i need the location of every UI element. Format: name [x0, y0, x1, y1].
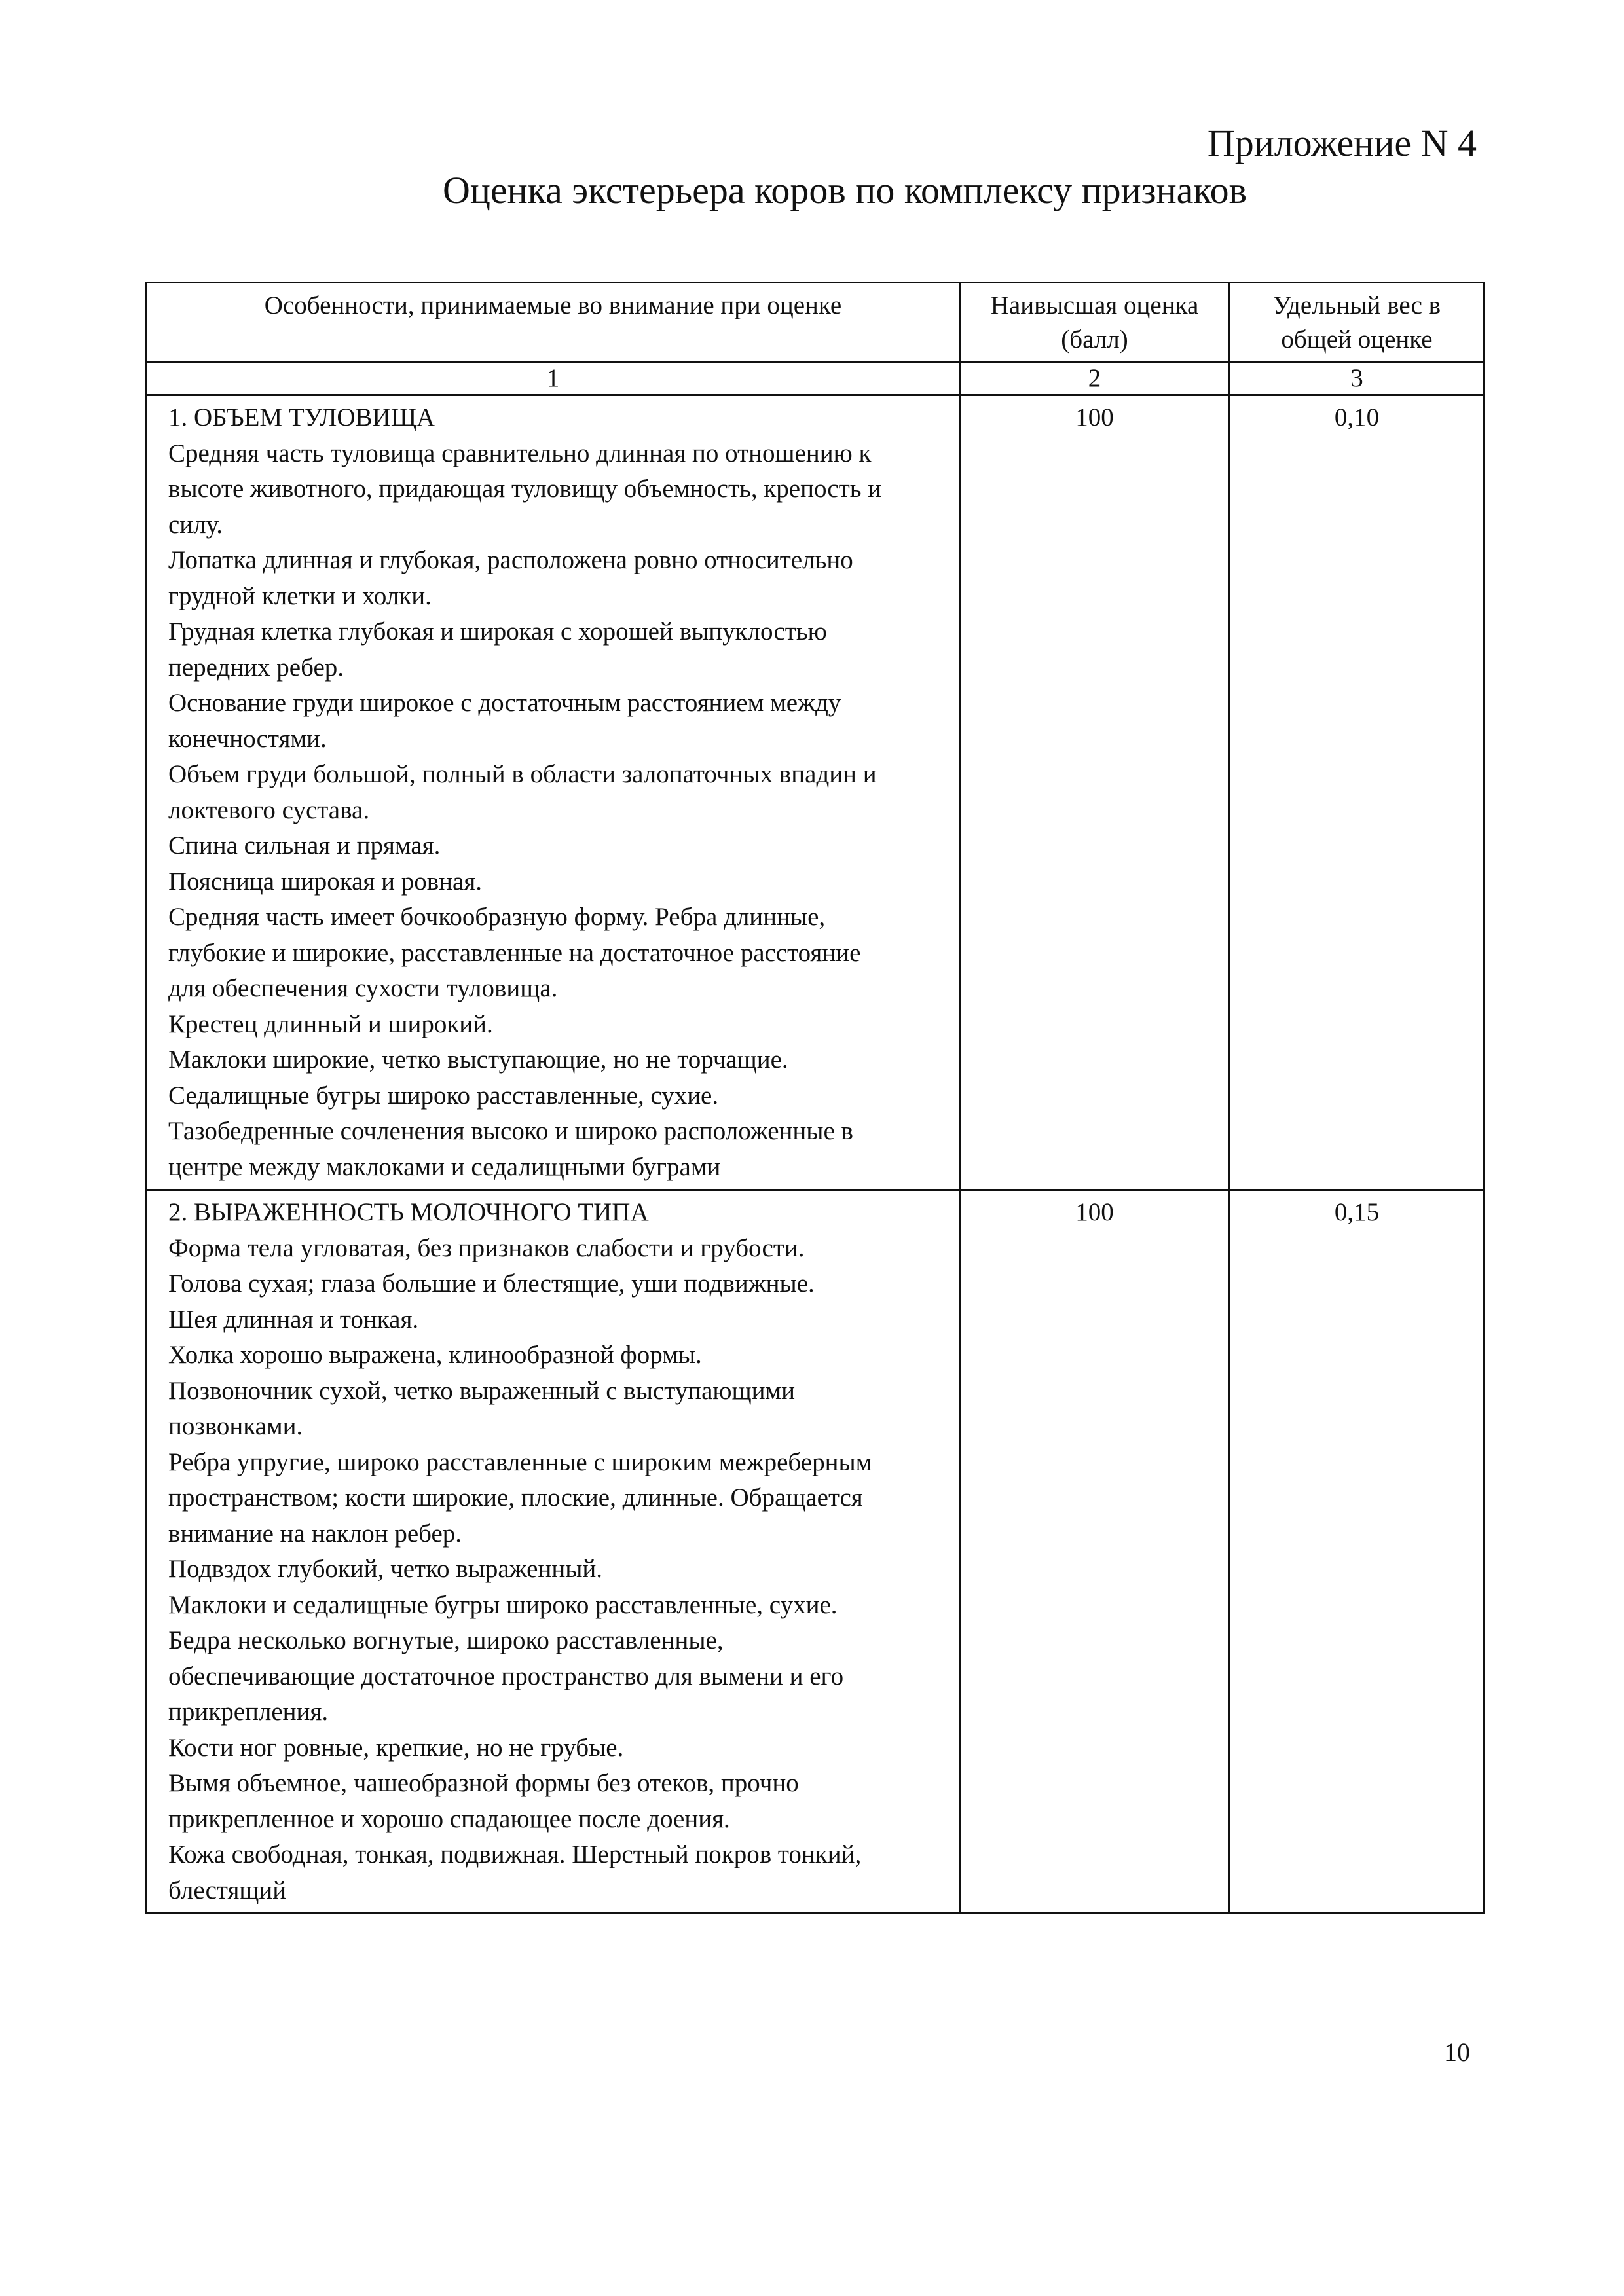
feature-line: Вымя объемное, чашеобразной формы без отеков, прочно: [168, 1769, 799, 1797]
feature-line: Спина сильная и прямая.: [168, 831, 441, 860]
feature-line: Тазобедренные сочленения высоко и широко расположенные в: [168, 1117, 853, 1145]
feature-line: Объем груди большой, полный в области залопаточных впадин и: [168, 760, 877, 788]
section-row: [147, 1190, 1485, 1914]
feature-line: конечностями.: [168, 724, 327, 753]
feature-line: Голова сухая; глаза большие и блестящие, уши подвижные.: [168, 1269, 815, 1298]
feature-line: для обеспечения сухости туловища.: [168, 974, 558, 1002]
feature-line: Бедра несколько вогнутые, широко расставленные,: [168, 1626, 724, 1654]
feature-line: обеспечивающие достаточное пространство для вымени и его: [168, 1662, 844, 1690]
feature-line: Маклоки и седалищные бугры широко расставленные, сухие.: [168, 1590, 838, 1619]
feature-line: локтевого сустава.: [168, 795, 370, 824]
feature-line: Форма тела угловатая, без признаков слабости и грубости.: [168, 1233, 805, 1262]
header-weight: Удельный вес в общей оценке: [1230, 283, 1485, 362]
feature-line: Кожа свободная, тонкая, подвижная. Шерстный покров тонкий,: [168, 1840, 862, 1868]
feature-line: блестящий: [168, 1876, 287, 1904]
feature-line: Поясница широкая и ровная.: [168, 867, 483, 896]
feature-line: Средняя часть имеет бочкообразную форму. Ребра длинные,: [168, 903, 826, 931]
feature-line: Маклоки широкие, четко выступающие, но не торчащие.: [168, 1046, 788, 1074]
feature-line: позвонками.: [168, 1412, 303, 1440]
column-number-row: [147, 362, 1485, 395]
feature-line: Подвздох глубокий, четко выраженный.: [168, 1555, 603, 1583]
feature-line: Средняя часть туловища сравнительно длинная по отношению к: [168, 439, 872, 467]
section-weight: 0,10: [1230, 395, 1485, 1190]
section-title: 1. ОБЪЕМ ТУЛОВИЩА: [168, 403, 435, 431]
section-features: [147, 395, 960, 1190]
column-number: 3: [1230, 362, 1485, 395]
feature-line: высоте животного, придающая туловищу объемность, крепость и: [168, 475, 882, 503]
section-weight: 0,15: [1230, 1190, 1485, 1914]
page-number: 10: [1444, 2037, 1470, 2067]
feature-line: прикрепленное и хорошо спадающее после доения.: [168, 1804, 730, 1833]
column-number: 2: [960, 362, 1230, 395]
feature-line: Крестец длинный и широкий.: [168, 1010, 493, 1038]
column-number: 1: [147, 362, 960, 395]
feature-line: Грудная клетка глубокая и широкая с хорошей выпуклостью: [168, 617, 827, 646]
header-row: [147, 283, 1485, 362]
feature-line: центре между маклоками и седалищными буграми: [168, 1152, 721, 1181]
feature-line: грудной клетки и холки.: [168, 581, 432, 610]
feature-line: внимание на наклон ребер.: [168, 1519, 462, 1548]
document-title: Оценка экстерьера коров по комплексу признаков: [443, 169, 1247, 211]
section-max-score: 100: [960, 395, 1230, 1190]
feature-line: Шея длинная и тонкая.: [168, 1305, 419, 1334]
section-features: [147, 1190, 960, 1914]
feature-line: силу.: [168, 510, 223, 539]
appendix-label: Приложение N 4: [1207, 122, 1477, 164]
feature-line: прикрепления.: [168, 1698, 329, 1726]
feature-line: Холка хорошо выражена, клинообразной формы.: [168, 1341, 702, 1369]
evaluation-table: [145, 282, 1485, 1914]
section-max-score: 100: [960, 1190, 1230, 1914]
section-title: 2. ВЫРАЖЕННОСТЬ МОЛОЧНОГО ТИПА: [168, 1198, 649, 1226]
feature-line: передних ребер.: [168, 653, 344, 682]
feature-line: Седалищные бугры широко расставленные, сухие.: [168, 1081, 719, 1110]
feature-line: пространством; кости широкие, плоские, длинные. Обращается: [168, 1484, 863, 1512]
header-max-score: Наивысшая оценка (балл): [960, 283, 1230, 362]
feature-line: Позвоночник сухой, четко выраженный с выступающими: [168, 1376, 796, 1405]
header-features: Особенности, принимаемые во внимание при оценке: [147, 283, 960, 362]
feature-line: глубокие и широкие, расставленные на достаточное расстояние: [168, 938, 861, 967]
feature-line: Лопатка длинная и глубокая, расположена ровно относительно: [168, 546, 853, 574]
feature-line: Кости ног ровные, крепкие, но не грубые.: [168, 1733, 624, 1762]
section-row: [147, 395, 1485, 1190]
feature-line: Ребра упругие, широко расставленные с широким межреберным: [168, 1448, 872, 1476]
feature-line: Основание груди широкое с достаточным расстоянием между: [168, 689, 841, 717]
